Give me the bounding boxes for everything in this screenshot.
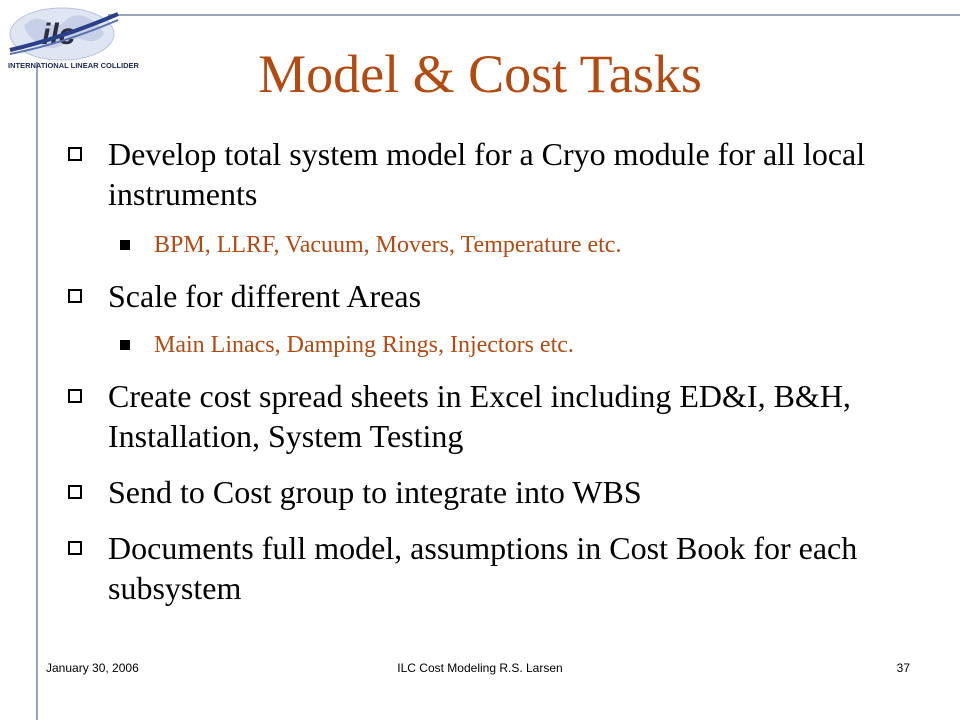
bullet-text: Create cost spread sheets in Excel including ED&I, B&H, Installation, System Testing <box>108 378 851 454</box>
logo-text: INTERNATIONAL LINEAR COLLIDER <box>8 61 139 70</box>
hollow-square-bullet-icon <box>68 289 82 303</box>
bullet-item <box>108 276 908 316</box>
sub-bullet-text: Main Linacs, Damping Rings, Injectors etc. <box>154 332 574 358</box>
bullet-text: Send to Cost group to integrate into WBS <box>108 474 642 510</box>
sub-bullet-item <box>154 330 934 360</box>
page-number: 37 <box>896 661 910 675</box>
hollow-square-bullet-icon <box>68 485 82 499</box>
filled-square-bullet-icon <box>120 240 130 250</box>
bullet-text: Develop total system model for a Cryo module for all local instruments <box>108 136 866 212</box>
bullet-text: Scale for different Areas <box>108 278 422 314</box>
bullet-item <box>108 472 908 512</box>
svg-text:ilc: ilc <box>42 18 76 51</box>
footer-center-text: ILC Cost Modeling R.S. Larsen <box>397 661 563 675</box>
sub-bullet-text: BPM, LLRF, Vacuum, Movers, Temperature etc. <box>154 232 622 258</box>
hollow-square-bullet-icon <box>68 541 82 555</box>
top-rule <box>108 14 960 16</box>
bullet-text: Documents full model, assumptions in Cost Book for each subsystem <box>108 530 858 606</box>
hollow-square-bullet-icon <box>68 147 82 161</box>
bullet-item <box>108 528 908 608</box>
sub-bullet-item <box>154 230 934 260</box>
slide-title: Model & Cost Tasks <box>258 44 702 104</box>
hollow-square-bullet-icon <box>68 389 82 403</box>
footer-title <box>0 660 960 676</box>
left-rule <box>36 62 38 720</box>
footer-date: January 30, 2006 <box>46 661 139 675</box>
filled-square-bullet-icon <box>120 340 130 350</box>
bullet-item <box>108 134 908 214</box>
bullet-item <box>108 376 908 456</box>
